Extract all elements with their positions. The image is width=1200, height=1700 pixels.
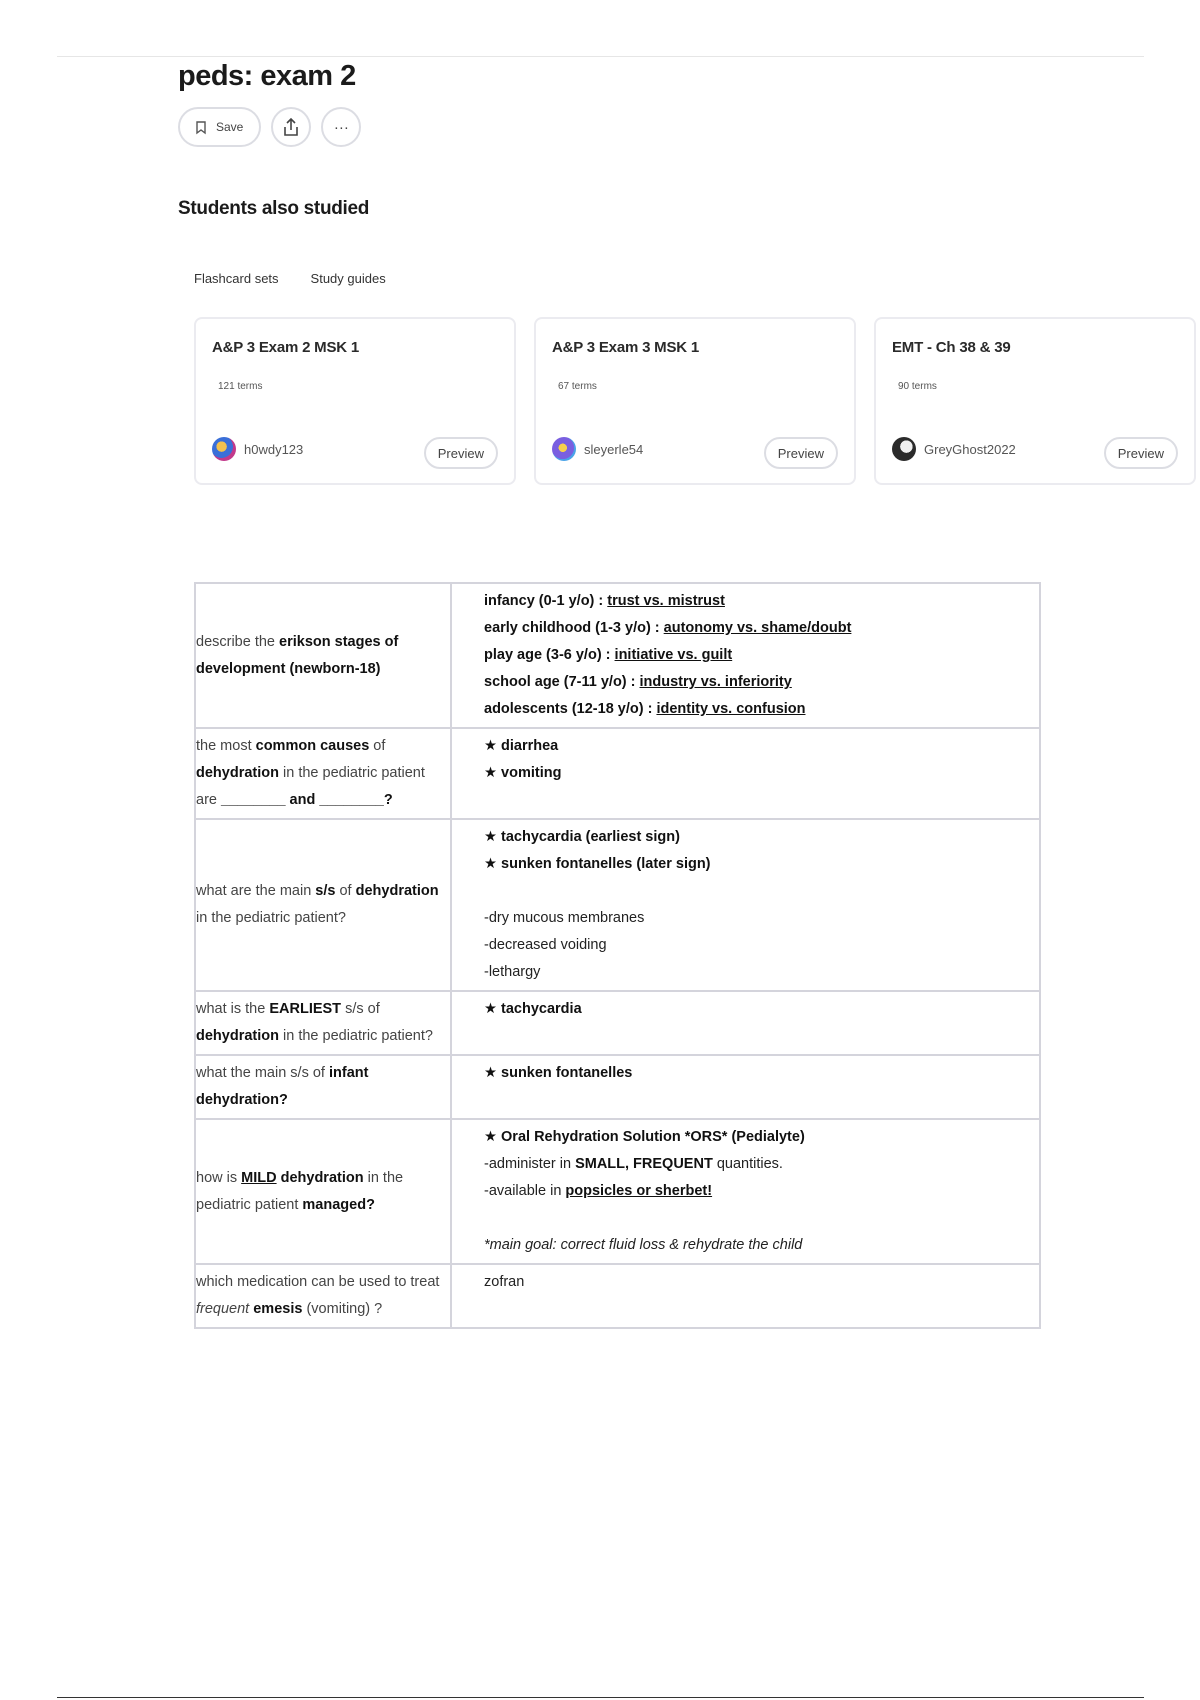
card-term-count: 90 terms xyxy=(898,381,937,392)
answer-text: ★ sunken fontanelles xyxy=(484,1065,633,1081)
question-text: of xyxy=(369,738,386,754)
study-set-card[interactable] xyxy=(874,317,1196,485)
question-text: in the pediatric patient are xyxy=(196,765,425,808)
answer-text: quantities. xyxy=(712,1156,783,1172)
table-row xyxy=(195,1055,1040,1119)
answer-text: ★ vomiting xyxy=(484,765,562,781)
more-icon: ··· xyxy=(333,118,349,136)
answer-text: zofran xyxy=(484,1274,525,1290)
term-question xyxy=(195,1055,451,1119)
study-set-card[interactable] xyxy=(534,317,856,485)
stage-label: play age (3-6 y/o) : xyxy=(484,647,615,663)
table-row xyxy=(195,819,1040,991)
stage-label: adolescents (12-18 y/o) : xyxy=(484,701,657,717)
answer-spacer xyxy=(484,1205,1031,1232)
answer-text: ★ diarrhea xyxy=(484,738,559,754)
table-row xyxy=(195,583,1040,728)
answer-line xyxy=(484,1124,1031,1151)
term-question xyxy=(195,583,451,728)
question-emphasis: dehydration xyxy=(355,883,439,899)
bottom-divider xyxy=(57,1697,1144,1698)
term-answer xyxy=(451,991,1040,1055)
preview-button[interactable]: Preview xyxy=(424,437,498,469)
question-emphasis: MILD xyxy=(241,1169,277,1186)
save-label: Save xyxy=(216,120,244,134)
action-bar xyxy=(178,107,361,147)
answer-text: -administer in xyxy=(484,1156,576,1172)
stage-label: school age (7-11 y/o) : xyxy=(484,674,640,690)
author-name: h0wdy123 xyxy=(244,441,304,457)
card-author[interactable] xyxy=(552,437,643,461)
table-row xyxy=(195,1264,1040,1328)
term-answer xyxy=(451,819,1040,991)
author-name: GreyGhost2022 xyxy=(924,441,1016,457)
stage-label: early childhood (1-3 y/o) : xyxy=(484,620,664,636)
preview-button[interactable]: Preview xyxy=(1104,437,1178,469)
page-title: peds: exam 2 xyxy=(178,60,356,92)
share-icon xyxy=(283,118,299,136)
stage-label: infancy (0-1 y/o) : xyxy=(484,593,608,609)
stage-result: autonomy vs. shame/doubt xyxy=(663,620,852,636)
answer-text: ★ Oral Rehydration Solution *ORS* (Pedialyte) xyxy=(484,1129,805,1145)
question-emphasis: EARLIEST xyxy=(269,1001,342,1017)
question-text: in the pediatric patient? xyxy=(196,910,346,926)
answer-line: -dry mucous membranes xyxy=(484,910,645,926)
answer-line xyxy=(484,733,1031,760)
question-emphasis: managed? xyxy=(302,1196,375,1213)
save-button[interactable] xyxy=(178,107,261,147)
tab-study-guides[interactable]: Study guides xyxy=(310,271,386,286)
stage-result: trust vs. mistrust xyxy=(607,593,725,609)
bookmark-icon xyxy=(196,121,206,134)
top-divider xyxy=(57,56,1144,57)
answer-line xyxy=(484,669,1031,696)
card-title: A&P 3 Exam 3 MSK 1 xyxy=(552,339,700,356)
question-emphasis: dehydration xyxy=(276,1169,364,1186)
answer-emphasis: popsicles or sherbet! xyxy=(565,1183,713,1199)
answer-line xyxy=(484,1151,1031,1178)
question-text: describe the xyxy=(196,633,280,650)
stage-result: identity vs. confusion xyxy=(656,701,806,717)
question-text: how is xyxy=(196,1169,242,1186)
question-text: of xyxy=(335,883,356,899)
card-term-count: 121 terms xyxy=(218,381,263,392)
answer-emphasis: SMALL, FREQUENT xyxy=(575,1156,713,1172)
share-button[interactable] xyxy=(271,107,311,147)
answer-line xyxy=(484,588,1031,615)
card-author[interactable] xyxy=(212,437,303,461)
answer-line xyxy=(484,824,1031,851)
more-options-button[interactable] xyxy=(321,107,361,147)
term-answer xyxy=(451,1119,1040,1264)
question-blank: ________ and ________? xyxy=(221,792,393,808)
card-title: A&P 3 Exam 2 MSK 1 xyxy=(212,339,360,356)
question-emphasis: erikson stages of development (newborn-18) xyxy=(196,633,399,677)
answer-spacer xyxy=(484,878,1031,905)
question-emphasis: infant dehydration? xyxy=(196,1065,369,1108)
stage-result: initiative vs. guilt xyxy=(614,647,733,663)
answer-note: *main goal: correct fluid loss & rehydrate the child xyxy=(484,1237,803,1253)
term-question xyxy=(195,819,451,991)
stage-result: industry vs. inferiority xyxy=(639,674,792,690)
table-row xyxy=(195,1119,1040,1264)
answer-line xyxy=(484,696,1031,723)
question-emphasis: common causes xyxy=(255,738,370,754)
term-question xyxy=(195,1119,451,1264)
answer-text: -available in xyxy=(484,1183,566,1199)
question-text: (vomiting) ? xyxy=(302,1301,383,1317)
answer-line xyxy=(484,615,1031,642)
question-text: what is the xyxy=(196,1001,270,1017)
question-emphasis: dehydration xyxy=(196,1028,279,1044)
answer-text: ★ sunken fontanelles (later sign) xyxy=(484,856,711,872)
answer-line xyxy=(484,851,1031,878)
answer-text: ★ tachycardia xyxy=(484,1001,582,1017)
students-also-studied-heading: Students also studied xyxy=(178,198,370,219)
card-term-count: 67 terms xyxy=(558,381,597,392)
card-title: EMT - Ch 38 & 39 xyxy=(892,339,1011,356)
answer-line xyxy=(484,642,1031,669)
avatar xyxy=(552,437,576,461)
question-emphasis: dehydration xyxy=(196,765,279,781)
answer-text: ★ tachycardia (earliest sign) xyxy=(484,829,680,845)
question-text: what are the main xyxy=(196,883,316,899)
table-row xyxy=(195,728,1040,819)
answer-line xyxy=(484,1232,1031,1259)
term-question xyxy=(195,728,451,819)
question-italic: frequent xyxy=(196,1301,250,1317)
answer-line: -decreased voiding xyxy=(484,937,607,953)
table-row xyxy=(195,991,1040,1055)
term-answer xyxy=(451,583,1040,728)
tab-flashcard-sets[interactable]: Flashcard sets xyxy=(194,271,279,286)
question-text: which medication can be used to treat xyxy=(196,1274,440,1290)
question-text: the most xyxy=(196,738,256,754)
author-name: sleyerle54 xyxy=(584,441,644,457)
term-question xyxy=(195,991,451,1055)
terms-table xyxy=(194,582,1041,1329)
term-answer xyxy=(451,728,1040,819)
question-emphasis: emesis xyxy=(249,1301,303,1317)
question-text: s/s of xyxy=(341,1001,380,1017)
card-author[interactable] xyxy=(892,437,1016,461)
preview-button[interactable]: Preview xyxy=(764,437,838,469)
study-set-carousel xyxy=(194,317,1164,487)
question-text: in the pediatric patient xyxy=(196,1169,404,1213)
question-emphasis: s/s xyxy=(315,883,336,899)
answer-line xyxy=(484,1178,1031,1205)
study-set-card[interactable] xyxy=(194,317,516,485)
avatar xyxy=(892,437,916,461)
term-question xyxy=(195,1264,451,1328)
study-tabs xyxy=(194,271,386,286)
answer-line: -lethargy xyxy=(484,964,541,980)
term-answer xyxy=(451,1055,1040,1119)
term-answer xyxy=(451,1264,1040,1328)
question-text: in the pediatric patient? xyxy=(278,1028,433,1044)
answer-line xyxy=(484,760,1031,787)
question-text: what the main s/s of xyxy=(196,1065,329,1081)
avatar xyxy=(212,437,236,461)
